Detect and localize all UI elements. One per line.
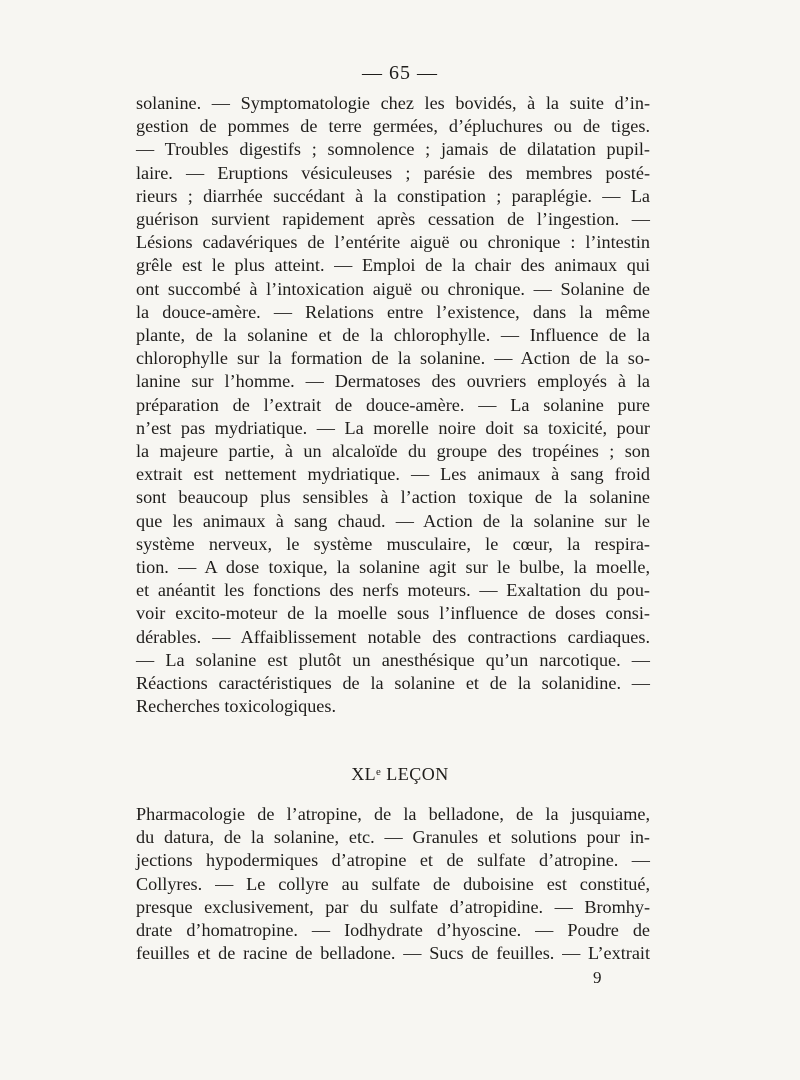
printer-signature: 9	[593, 968, 602, 987]
lesson-line-3: jections hypodermiques d’atropine et de sulfate d’atropine. —	[136, 850, 650, 871]
section-line-9: ont succombé à l’intoxication aiguë ou chronique. — Solanine de	[136, 278, 650, 299]
section-line-13: lanine sur l’homme. — Dermatoses des ouvriers employés à la	[136, 371, 650, 392]
section-line-7: Lésions cadavériques de l’entérite aiguë ou chronique : l’intestin	[136, 232, 650, 253]
section-line-4: laire. — Eruptions vésiculeuses ; parésie des membres posté-	[136, 162, 650, 183]
section-line-24: dérables. — Affaiblissement notable des contractions cardiaques.	[136, 626, 650, 647]
section-line-25: — La solanine est plutôt un anesthésique qu’un narcotique. —	[136, 649, 650, 670]
lesson-line-6: drate d’homatropine. — Iodhydrate d’hyoscine. — Poudre de	[136, 920, 650, 941]
lesson-line-7: feuilles et de racine de belladone. — Sucs de feuilles. — L’extrait	[136, 943, 650, 964]
lesson-text	[136, 803, 650, 965]
section-line-15: n’est pas mydriatique. — La morelle noire doit sa toxicité, pour	[136, 417, 650, 438]
section-line-22: et anéantit les fonctions des nerfs moteurs. — Exaltation du pou-	[136, 580, 650, 601]
section-line-10: la douce-amère. — Relations entre l’existence, dans la même	[136, 301, 650, 322]
lesson-line-4: Collyres. — Le collyre au sulfate de duboisine est constitué,	[136, 873, 650, 894]
section-line-20: système nerveux, le système musculaire, le cœur, la respira-	[136, 533, 650, 554]
section-line-3: — Troubles digestifs ; somnolence ; jamais de dilatation pupil-	[136, 139, 650, 160]
lesson-line-1: Pharmacologie de l’atropine, de la belladone, de la jusquiame,	[136, 804, 650, 824]
section-line-8: grêle est le plus atteint. — Emploi de la chair des animaux qui	[136, 255, 650, 276]
lesson-title: XLᵉ LEÇON	[351, 764, 449, 784]
section-line-6: guérison survient rapidement après cessation de l’ingestion. —	[136, 209, 650, 230]
lesson-line-2: du datura, de la solanine, etc. — Granules et solutions pour in-	[136, 827, 650, 848]
page-number: — 65 —	[362, 62, 438, 84]
lesson-line-5: presque exclusivement, par du sulfate d’atropidine. — Bromhy-	[136, 896, 650, 917]
section-line-16: la majeure partie, à un alcaloïde du groupe des tropéines ; son	[136, 441, 650, 462]
section-text	[136, 92, 650, 718]
section-line-27: Recherches toxicologiques.	[136, 696, 337, 717]
section-line-18: sont beaucoup plus sensibles à l’action toxique de la solanine	[136, 487, 650, 508]
section-line-2: gestion de pommes de terre germées, d’épluchures ou de tiges.	[136, 116, 650, 137]
section-line-26: Réactions caractéristiques de la solanine et de la solanidine. —	[136, 673, 650, 694]
section-line-14: préparation de l’extrait de douce-amère. — La solanine pure	[136, 394, 650, 415]
section-line-17: extrait est nettement mydriatique. — Les animaux à sang froid	[136, 464, 650, 485]
section-line-23: voir excito-moteur de la moelle sous l’influence de doses consi-	[136, 603, 650, 624]
section-line-21: tion. — A dose toxique, la solanine agit sur le bulbe, la moelle,	[136, 557, 650, 578]
section-line-19: que les animaux à sang chaud. — Action de la solanine sur le	[136, 510, 650, 531]
section-line-5: rieurs ; diarrhée succédant à la constipation ; paraplégie. — La	[136, 185, 650, 206]
section-line-12: chlorophylle sur la formation de la solanine. — Action de la so-	[136, 348, 650, 369]
section-line-1: solanine. — Symptomatologie chez les bovidés, à la suite d’in-	[136, 93, 650, 113]
section-line-11: plante, de la solanine et de la chlorophylle. — Influence de la	[136, 325, 650, 346]
